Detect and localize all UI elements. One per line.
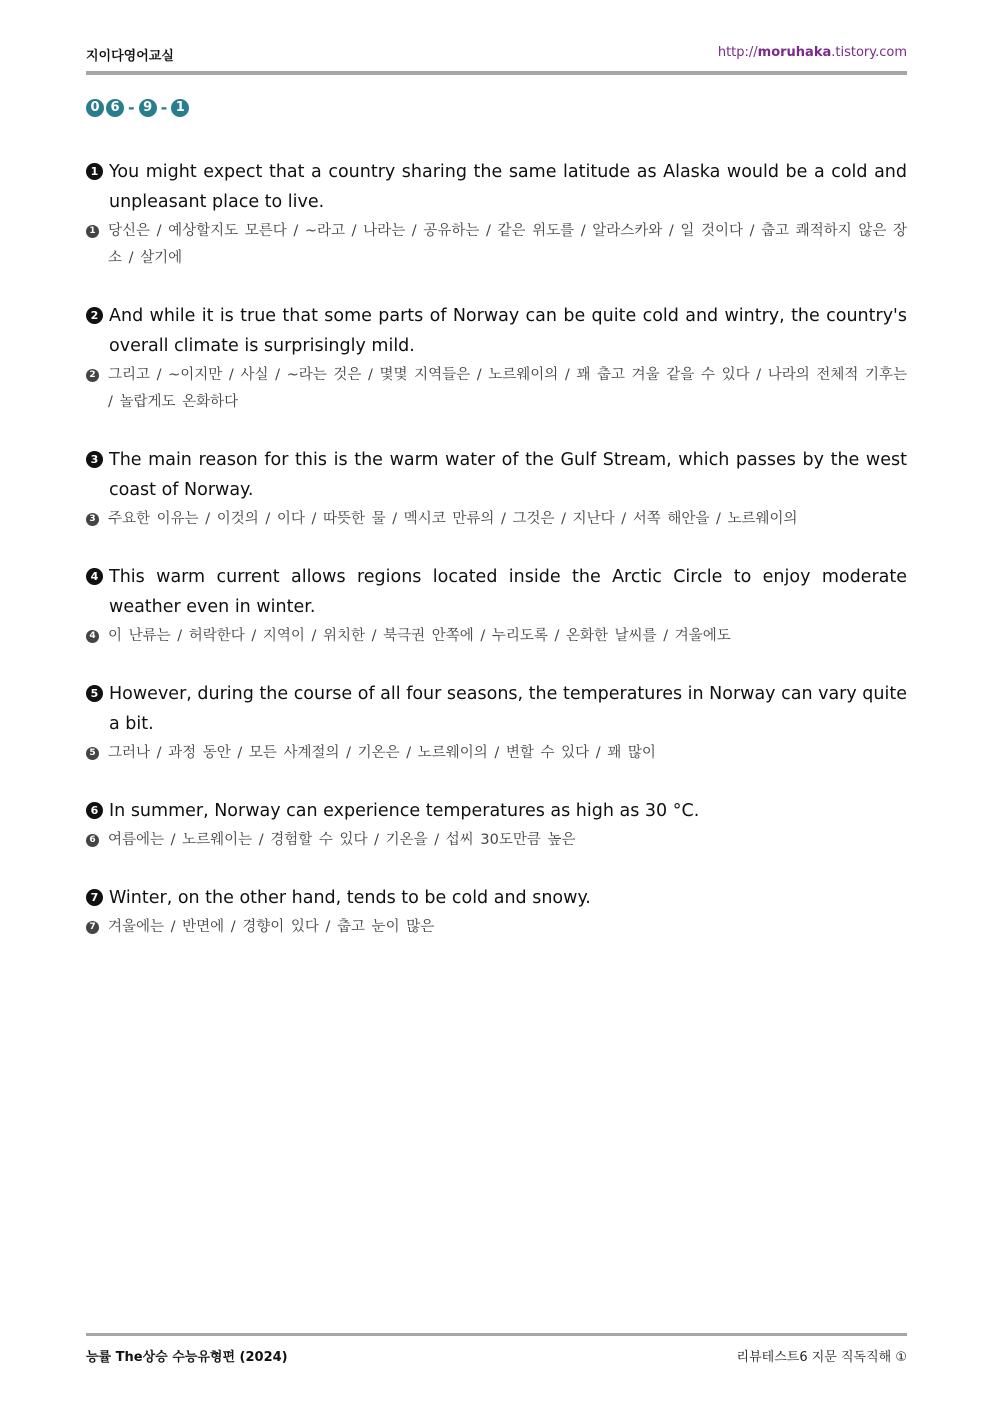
sentence-list (86, 157, 907, 970)
korean-text: 겨울에는 / 반면에 / 경향이 있다 / 춥고 눈이 많은 (108, 919, 435, 935)
korean-text: 당신은 / 예상할지도 모른다 / ~라고 / 나라는 / 공유하는 / 같은 위도를 / 알라스카와 / 일 것이다 / 춥고 쾌적하지 않은 장소 / 살기에 (108, 223, 907, 266)
english-sentence (86, 562, 907, 622)
translation-number-badge: 3 (86, 513, 99, 526)
korean-translation (86, 740, 907, 767)
sentence-number-badge: 3 (86, 451, 103, 468)
english-text: You might expect that a country sharing the same latitude as Alaska would be a cold and unpleasant place to live. (109, 162, 907, 212)
korean-translation (86, 506, 907, 533)
english-sentence (86, 445, 907, 505)
english-sentence (86, 301, 907, 361)
sentence-number-badge: 7 (86, 889, 103, 906)
english-sentence (86, 679, 907, 739)
english-text: The main reason for this is the warm water of the Gulf Stream, which passes by the west coast of Norway. (109, 450, 907, 500)
site-url-link[interactable] (718, 45, 907, 60)
sentence-item (86, 445, 907, 533)
korean-text: 주요한 이유는 / 이것의 / 이다 / 따뜻한 물 / 멕시코 만류의 / 그것은 / 지난다 / 서쪽 해안을 / 노르웨이의 (108, 511, 798, 527)
sentence-number-badge: 1 (86, 163, 103, 180)
sentence-item (86, 883, 907, 941)
sentence-item (86, 562, 907, 650)
url-bold: moruhaka (757, 45, 832, 60)
code-digit-3: 9 (139, 99, 157, 117)
translation-number-badge: 1 (86, 225, 99, 238)
code-digit-4: 1 (171, 99, 189, 117)
page-footer (86, 1346, 907, 1366)
english-text: In summer, Norway can experience temperatures as high as 30 °C. (109, 801, 700, 821)
translation-number-badge: 2 (86, 369, 99, 382)
url-suffix: .tistory.com (831, 45, 907, 60)
korean-text: 그리고 / ~이지만 / 사실 / ~라는 것은 / 몇몇 지역들은 / 노르웨이의 / 꽤 춥고 겨울 같을 수 있다 / 나라의 전체적 기후는 / 놀랍게도 온화하다 (108, 367, 907, 410)
translation-number-badge: 6 (86, 834, 99, 847)
sentence-item (86, 796, 907, 854)
page-header (86, 45, 907, 67)
korean-translation (86, 623, 907, 650)
english-text: Winter, on the other hand, tends to be cold and snowy. (109, 888, 591, 908)
url-prefix: http:// (717, 45, 758, 60)
sentence-number-badge: 4 (86, 568, 103, 585)
translation-number-badge: 7 (86, 921, 99, 934)
korean-translation (86, 218, 907, 272)
korean-text: 그러나 / 과정 동안 / 모든 사계절의 / 기온은 / 노르웨이의 / 변할 수 있다 / 꽤 많이 (108, 745, 656, 761)
english-text: This warm current allows regions located inside the Arctic Circle to enjoy moderate weather even in winter. (109, 567, 907, 617)
sentence-item (86, 157, 907, 272)
sentence-number-badge: 5 (86, 685, 103, 702)
english-sentence (86, 883, 907, 913)
english-text: And while it is true that some parts of Norway can be quite cold and wintry, the country's overall climate is surprisingly mild. (109, 306, 907, 356)
sentence-number-badge: 2 (86, 307, 103, 324)
korean-translation (86, 914, 907, 941)
korean-text: 이 난류는 / 허락한다 / 지역이 / 위치한 / 북극권 안쪽에 / 누리도록 / 온화한 날씨를 / 겨울에도 (108, 628, 731, 644)
english-sentence (86, 157, 907, 217)
korean-translation (86, 362, 907, 416)
header-divider (86, 71, 907, 75)
code-digit-1: 0 (86, 99, 104, 117)
sentence-item (86, 679, 907, 767)
sentence-number-badge: 6 (86, 802, 103, 819)
english-sentence (86, 796, 907, 826)
korean-text: 여름에는 / 노르웨이는 / 경험할 수 있다 / 기온을 / 섭씨 30도만큼 높은 (108, 832, 576, 848)
translation-number-badge: 5 (86, 747, 99, 760)
code-dash: - (160, 98, 168, 117)
code-dash: - (128, 98, 135, 117)
translation-number-badge: 4 (86, 630, 99, 643)
korean-translation (86, 827, 907, 854)
footer-divider (86, 1333, 907, 1336)
book-title: 능률 The상승 수능유형편 (2024) (86, 1350, 288, 1365)
page-label: 리뷰테스트6 지문 직독직해 ① (736, 1350, 907, 1365)
code-digit-2: 6 (106, 99, 124, 117)
english-text: However, during the course of all four seasons, the temperatures in Norway can vary quite a bit. (109, 684, 907, 734)
sentence-item (86, 301, 907, 416)
passage-code (86, 98, 189, 117)
site-name: 지이다영어교실 (86, 49, 174, 64)
